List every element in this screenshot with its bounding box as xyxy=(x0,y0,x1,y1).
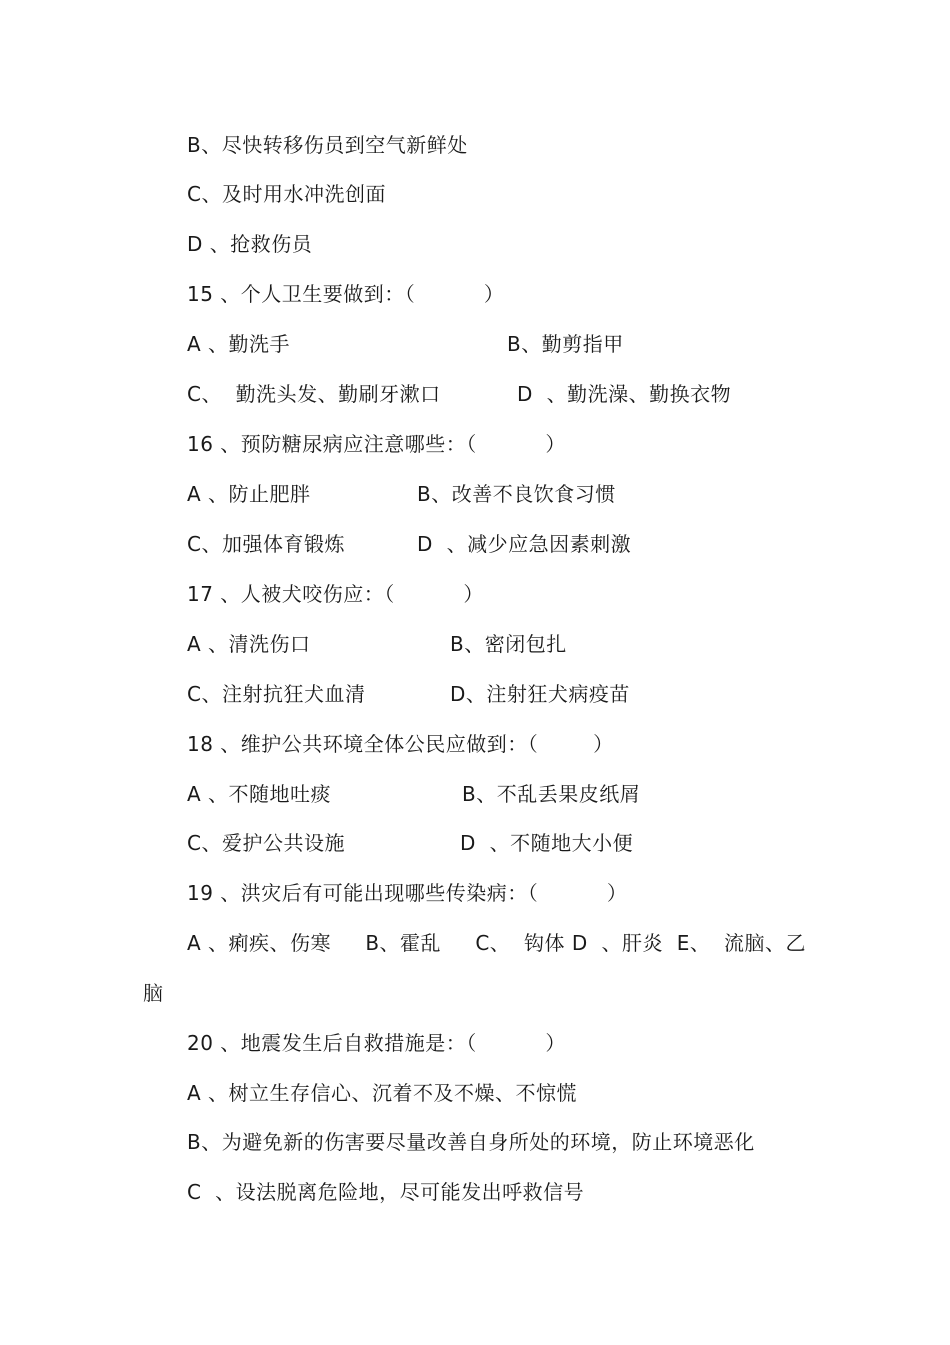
option-15-a: A 、勤洗手 xyxy=(187,332,291,356)
question-20: 20 、地震发生后自救措施是：（ ） xyxy=(187,1031,566,1055)
option-14-b: B、尽快转移伤员到空气新鲜处 xyxy=(187,133,468,157)
option-16-c: C、加强体育锻炼 xyxy=(187,532,345,556)
option-15-b: B、勤剪指甲 xyxy=(507,332,624,356)
option-15-c: C、 勤洗头发、勤刷牙漱口 xyxy=(187,382,441,406)
option-14-d: D 、抢救伤员 xyxy=(187,232,313,256)
option-18-d: D 、不随地大小便 xyxy=(460,831,634,855)
question-16: 16 、预防糖尿病应注意哪些：（ ） xyxy=(187,432,566,456)
option-17-d: D、注射狂犬病疫苗 xyxy=(450,682,630,706)
question-19: 19 、洪灾后有可能出现哪些传染病：（ ） xyxy=(187,881,628,905)
options-19-continued: 脑 xyxy=(143,981,164,1005)
question-18: 18 、维护公共环境全体公民应做到：（ ） xyxy=(187,732,614,756)
option-18-b: B、不乱丢果皮纸屑 xyxy=(462,782,641,806)
option-18-a: A 、不随地吐痰 xyxy=(187,782,332,806)
option-16-a: A 、防止肥胖 xyxy=(187,482,311,506)
option-17-b: B、密闭包扎 xyxy=(450,632,567,656)
option-18-c: C、爱护公共设施 xyxy=(187,831,345,855)
option-20-b: B、为避免新的伤害要尽量改善自身所处的环境，防止环境恶化 xyxy=(187,1130,755,1154)
option-15-d: D 、勤洗澡、勤换衣物 xyxy=(517,382,732,406)
option-17-c: C、注射抗狂犬血清 xyxy=(187,682,366,706)
option-14-c: C、及时用水冲洗创面 xyxy=(187,182,386,206)
option-16-b: B、改善不良饮食习惯 xyxy=(417,482,616,506)
option-17-a: A 、清洗伤口 xyxy=(187,632,311,656)
question-15: 15 、个人卫生要做到：（ ） xyxy=(187,282,505,306)
options-19: A 、痢疾、伤寒 B、霍乱 C、 钩体 D 、肝炎 E、 流脑、乙 xyxy=(187,931,807,955)
option-20-c: C 、设法脱离危险地，尽可能发出呼救信号 xyxy=(187,1180,585,1204)
option-16-d: D 、减少应急因素刺激 xyxy=(417,532,632,556)
question-17: 17 、人被犬咬伤应：（ ） xyxy=(187,582,484,606)
option-20-a: A 、树立生存信心、沉着不及不燥、不惊慌 xyxy=(187,1081,578,1105)
